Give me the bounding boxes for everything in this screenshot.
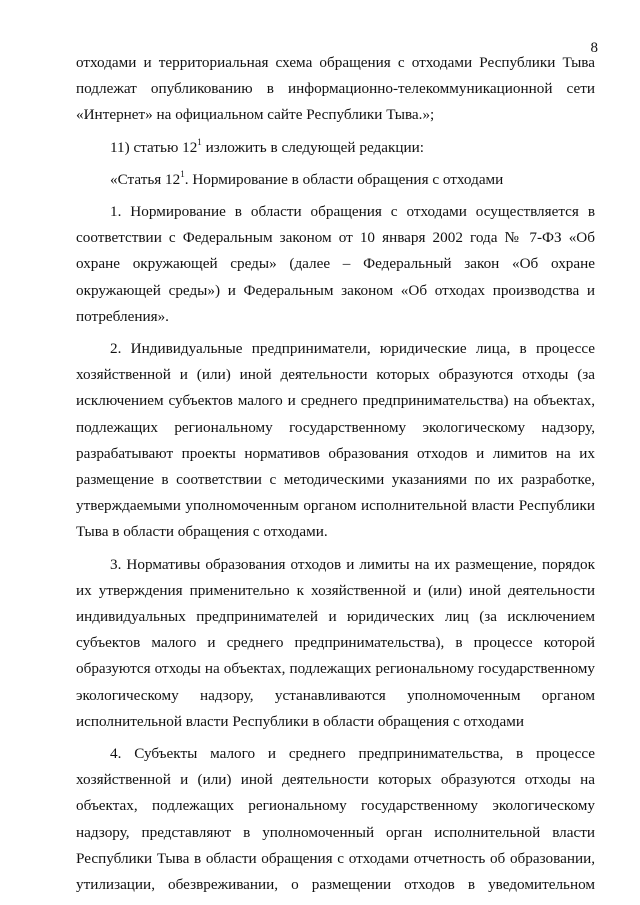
- article-heading-superscript: 1: [180, 168, 185, 179]
- paragraph-4: 4. Субъекты малого и среднего предпринимательства, в процессе хозяйственной и (или) иной деятельности которых образуются отходы на объектах, подлежащих региональному государственному экологическому надзору, представляют в уполномоченный орган исполнительной власти Республики Тыва в области обращения с отходами отчетность об образовании, утилизации, обезвреживании, о размещении отходов в уведомительном: [76, 745, 595, 894]
- intro-paragraph: отходами и территориальная схема обращения с отходами Республики Тыва подлежат опубликованию в информационно-телекоммуникационной сети «Интернет» на официальном сайте Республики Тыва.»;: [76, 54, 595, 124]
- article-heading-text-rest: . Нормирование в области обращения с отходами: [184, 170, 504, 188]
- item-11-paragraph: [76, 135, 595, 161]
- document-body: [76, 50, 595, 898]
- paragraph-3: 3. Нормативы образования отходов и лимиты на их размещение, порядок их утверждения применительно к хозяйственной и (или) иной деятельности индивидуальных предпринимателей и юридических лиц (за исключением субъектов малого и среднего предпринимательства), в процессе которой образуются отходы на объектах, подлежащих региональному государственному экологическому надзору, устанавливаются уполномоченным органом исполнительной власти Республики в области обращения с отходами: [76, 555, 595, 730]
- paragraph-2: 2. Индивидуальные предприниматели, юридические лица, в процессе хозяйственной и (или) иной деятельности которых образуются отходы (за исключением субъектов малого и среднего предпринимательства) на объектах, подлежащих региональному государственному экологическому надзору, разрабатывают проекты нормативов образования отходов и лимитов на их размещение в соответствии с методическими указаниями по их разработке, утверждаемыми уполномоченным органом исполнительной власти Республики Тыва в области обращения с отходами.: [76, 340, 595, 541]
- article-heading-text: «Статья 12: [110, 170, 181, 188]
- item-11-text-rest: изложить в следующей редакции:: [201, 138, 424, 156]
- article-heading: [76, 167, 595, 193]
- page-number: 8: [590, 40, 598, 56]
- item-11-text: 11) статью 12: [110, 138, 198, 156]
- item-11-superscript: 1: [197, 136, 202, 147]
- paragraph-1: 1. Нормирование в области обращения с отходами осуществляется в соответствии с Федеральным законом от 10 января 2002 года № 7-ФЗ «Об охране окружающей среды» (далее – Федеральный закон «Об охране окружающей среды») и Федеральным законом «Об отходах производства и потребления».: [76, 203, 595, 325]
